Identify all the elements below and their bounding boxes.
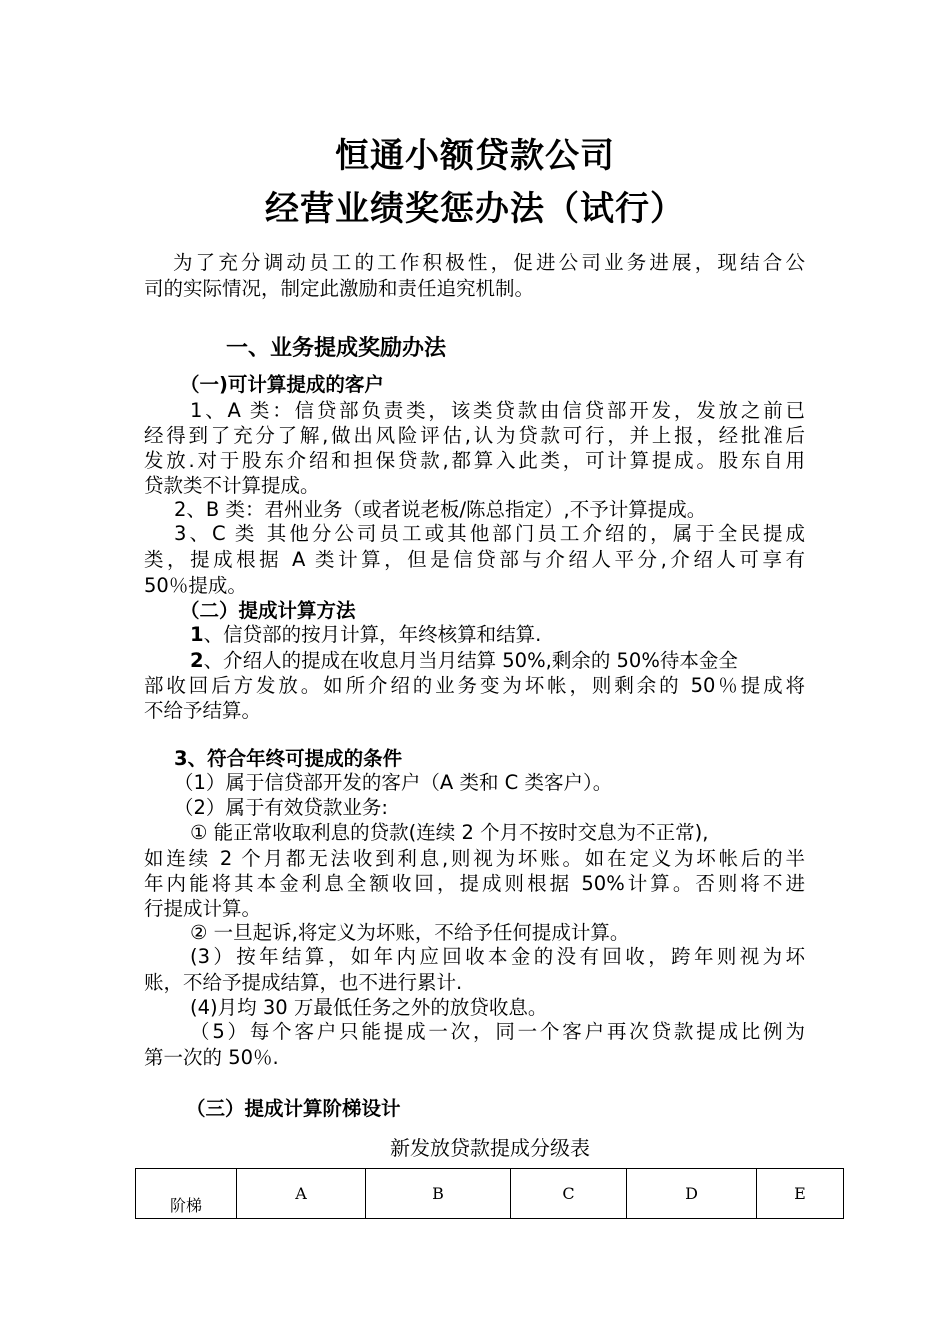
- paragraph-line: 账，不给予提成结算，也不进行累计.: [144, 971, 463, 994]
- paragraph-line: ① 能正常收取利息的贷款(连续 2 个月不按时交息为不正常),: [190, 821, 709, 844]
- paragraph-line: （2）属于有效贷款业务:: [174, 796, 388, 819]
- paragraph-line: [190, 648, 805, 673]
- commission-grade-table: [135, 1168, 844, 1219]
- paragraph-line: (4)月均 30 万最低任务之外的放贷收息。: [190, 996, 548, 1019]
- paragraph-line: （1）属于信贷部开发的客户（A 类和 C 类客户）。: [174, 771, 613, 794]
- paragraph-line: 年内能将其本金利息全额收回，提成则根据 50%计算。否则将不进: [144, 872, 805, 895]
- item-text: 、介绍人的提成在收息月当月结算 50%,剩余的 50%待本金全: [203, 649, 738, 672]
- table-header-cell: B: [366, 1169, 511, 1219]
- table-header-cell: 阶梯: [136, 1169, 237, 1219]
- item-text: 、信贷部的按月计算，年终核算和结算.: [203, 623, 542, 646]
- intro-line-1: 为了充分调动员工的工作积极性，促进公司业务进展，现结合公: [173, 251, 805, 274]
- paragraph-line: (3）按年结算，如年内应回收本金的没有回收，跨年则视为坏: [190, 945, 805, 968]
- document-title: 经营业绩奖惩办法（试行）: [265, 189, 685, 229]
- paragraph-line: 部收回后方发放。如所介绍的业务变为坏帐，则剩余的 50％提成将: [144, 674, 805, 697]
- item-number: 2: [190, 649, 204, 672]
- item-number: 1: [190, 623, 204, 646]
- paragraph-line: 发放.对于股东介绍和担保贷款,都算入此类，可计算提成。股东自用: [144, 449, 805, 472]
- paragraph-line: 经得到了充分了解,做出风险评估,认为贷款可行，并上报，经批准后: [144, 424, 805, 447]
- paragraph-line: 行提成计算。: [144, 897, 262, 920]
- paragraph-line: ② 一旦起诉,将定义为坏账，不给予任何提成计算。: [190, 921, 630, 944]
- table-header-row: [136, 1169, 844, 1219]
- paragraph-line: 贷款类不计算提成。: [144, 474, 320, 497]
- paragraph-line: 类，提成根据 A 类计算，但是信贷部与介绍人平分,介绍人可享有: [144, 548, 805, 571]
- subsection-heading: （一)可计算提成的客户: [180, 373, 384, 396]
- paragraph-line: 3、C 类 其他分公司员工或其他部门员工介绍的，属于全民提成: [174, 522, 805, 545]
- table-header-cell: D: [627, 1169, 757, 1219]
- paragraph-line: [190, 622, 860, 647]
- paragraph-line: 50％提成。: [144, 574, 247, 597]
- paragraph-line: 如连续 2 个月都无法收到利息,则视为坏账。如在定义为坏帐后的半: [144, 847, 805, 870]
- table-header-cell: C: [511, 1169, 627, 1219]
- paragraph-line: 1、A 类：信贷部负责类，该类贷款由信贷部开发，发放之前已: [190, 399, 805, 422]
- table-header-cell: E: [757, 1169, 844, 1219]
- subsection-heading: （三）提成计算阶梯设计: [186, 1097, 401, 1120]
- paragraph-line: 不给予结算。: [144, 699, 262, 722]
- intro-line-2: 司的实际情况，制定此激励和责任追究机制。: [144, 277, 535, 300]
- paragraph-line: （5）每个客户只能提成一次，同一个客户再次贷款提成比例为: [190, 1020, 805, 1043]
- paragraph-line: 第一次的 50％.: [144, 1046, 279, 1069]
- document-title-company: 恒通小额贷款公司: [335, 136, 615, 176]
- paragraph-line: 2、B 类：君州业务（或者说老板/陈总指定）,不予计算提成。: [174, 498, 707, 521]
- table-caption: 新发放贷款提成分级表: [390, 1136, 590, 1160]
- subsection-heading: 3、符合年终可提成的条件: [174, 747, 403, 770]
- table-header-cell: A: [237, 1169, 366, 1219]
- section-heading: 一、业务提成奖励办法: [226, 336, 447, 361]
- subsection-heading: （二）提成计算方法: [180, 599, 356, 622]
